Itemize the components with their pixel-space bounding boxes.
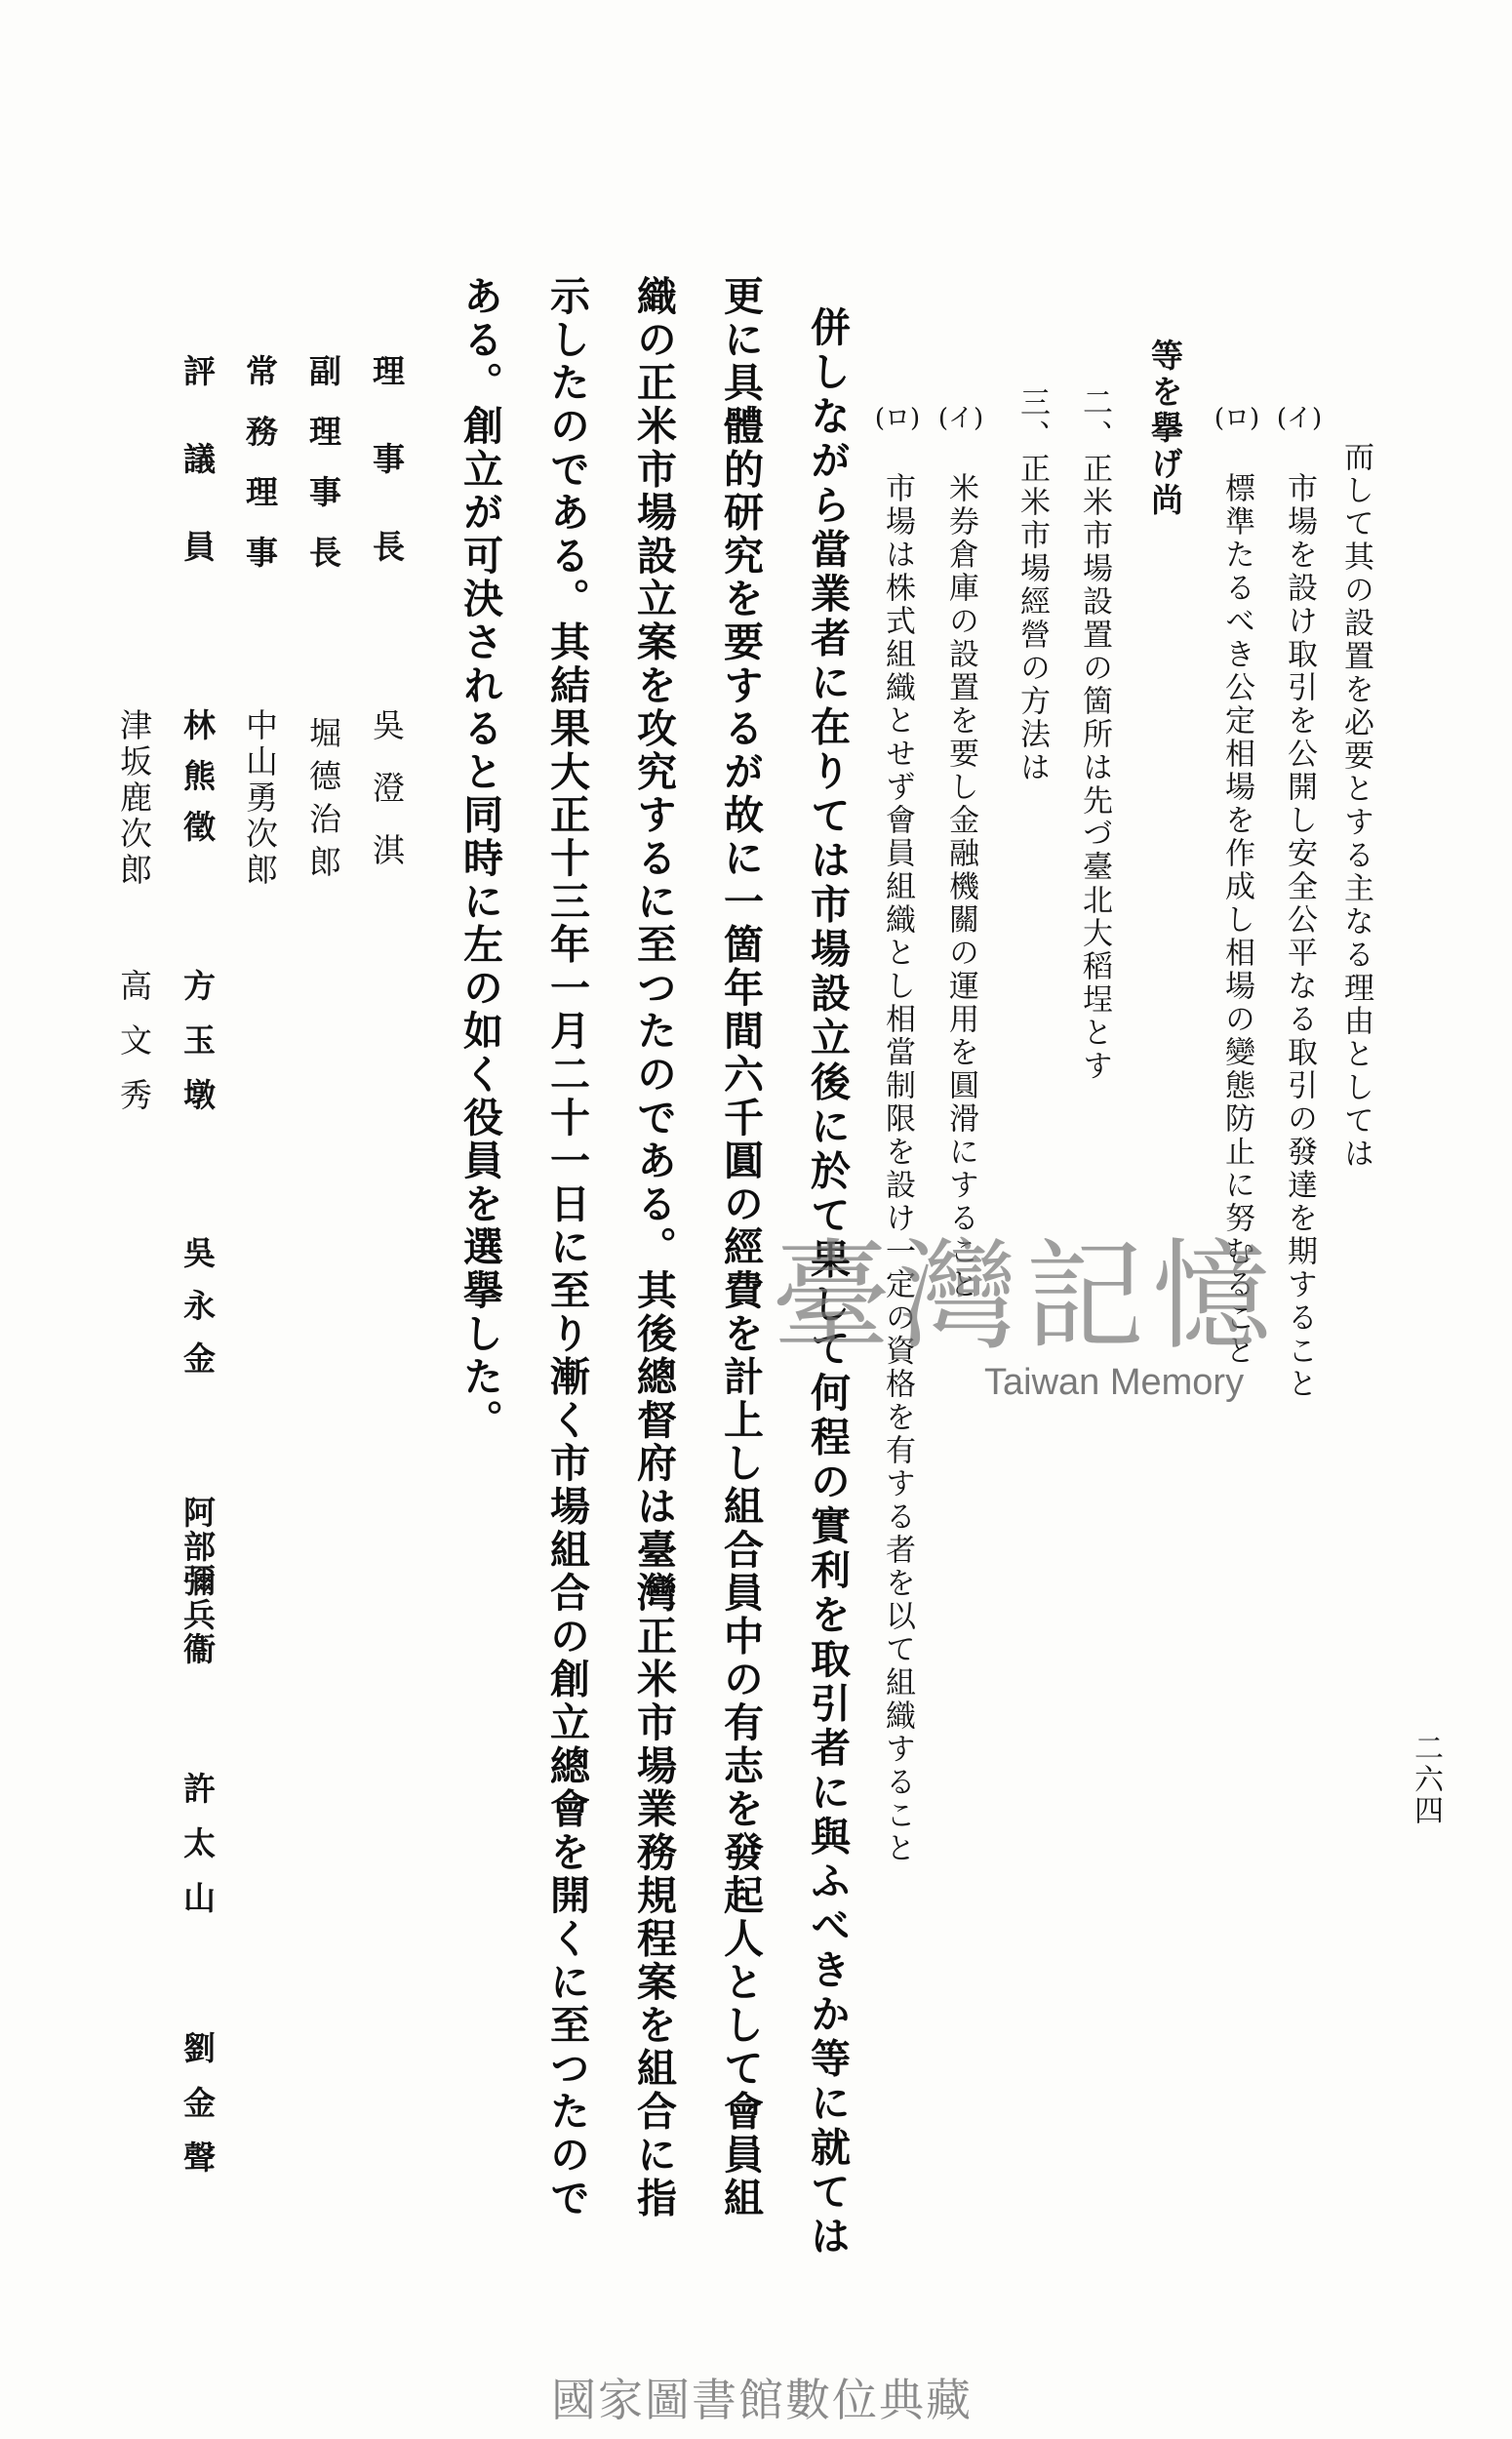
officer-name: 吳永金 [179, 1236, 217, 1394]
officer-name: 林熊徵 [179, 708, 217, 860]
officer-name: 高文秀 [115, 969, 153, 1133]
officer-name: 堀德治郎 [304, 716, 342, 888]
method-text: 米券倉庫の設置を要し金融機關の運用を圓滑にすること [943, 472, 978, 1301]
body-text-line: 織の正米市場設立案を攻究するに至つたのである。其後總督府は臺灣正米市場業務規程案を組合に指 [630, 275, 677, 2220]
officer-name: 劉金聲 [179, 2031, 217, 2195]
officer-name: 許太山 [179, 1772, 217, 1936]
officer-name: 津坂鹿次郎 [115, 708, 153, 889]
annotation-closing: 等を擧げ尚 [1146, 339, 1184, 519]
reason-text: 標準たるべき公定相場を作成し相場の變態防止に努むること [1219, 472, 1254, 1368]
officer-name: 阿部彌兵衞 [179, 1496, 217, 1666]
method-marker: (イ) [937, 404, 984, 433]
body-text-line: 更に具體的研究を要するが故に一箇年間六千圓の經費を計上し組合員中の有志を發起人として會員組 [717, 275, 764, 2220]
officer-title: 常務理事 [241, 354, 279, 596]
page-number: 二六四 [1409, 1733, 1443, 1826]
item-three: 三、正米市場經營の方法は [1015, 386, 1050, 784]
officer-name: 中山勇次郎 [241, 708, 279, 889]
body-text-line: 示したのである。其結果大正十三年一月二十一日に至り漸く市場組合の創立總會を開くに至つたので [543, 275, 590, 2220]
officer-title: 理事長 [368, 354, 406, 618]
officer-name: 方玉墩 [179, 969, 217, 1133]
reason-marker: (イ) [1276, 404, 1323, 433]
footer-credit: 國家圖書館數位典藏 [551, 2374, 973, 2426]
body-text-line: ある。創立が可決されると同時に左の如く役員を選擧した。 [457, 275, 503, 1443]
officer-title: 副理事長 [304, 354, 342, 596]
item-two: 二、正米市場設置の箇所は先づ臺北大稻埕とす [1077, 386, 1112, 1083]
body-text-line: 併しながら當業者に在りては市場設立後に於て果して何程の實利を取引者に與ふべきか等に就ては [804, 306, 851, 2259]
officer-title: 評議員 [179, 354, 217, 618]
reason-marker: (ロ) [1214, 404, 1260, 433]
watermark-logo: 臺灣記憶 [772, 1227, 1279, 1366]
method-text: 市場は株式組織とせず會員組織とし相當制限を設け一定の資格を有する者を以て組織すること [880, 472, 915, 1865]
reason-text: 市場を設け取引を公開し安全公平なる取引の發達を期すること [1282, 472, 1317, 1401]
watermark-caption: Taiwan Memory [984, 1362, 1245, 1403]
annotation-intro: 而して其の設置を必要とする主なる理由としては [1338, 441, 1373, 1171]
method-marker: (ロ) [874, 404, 921, 433]
officer-name: 吳澄淇 [368, 708, 406, 896]
